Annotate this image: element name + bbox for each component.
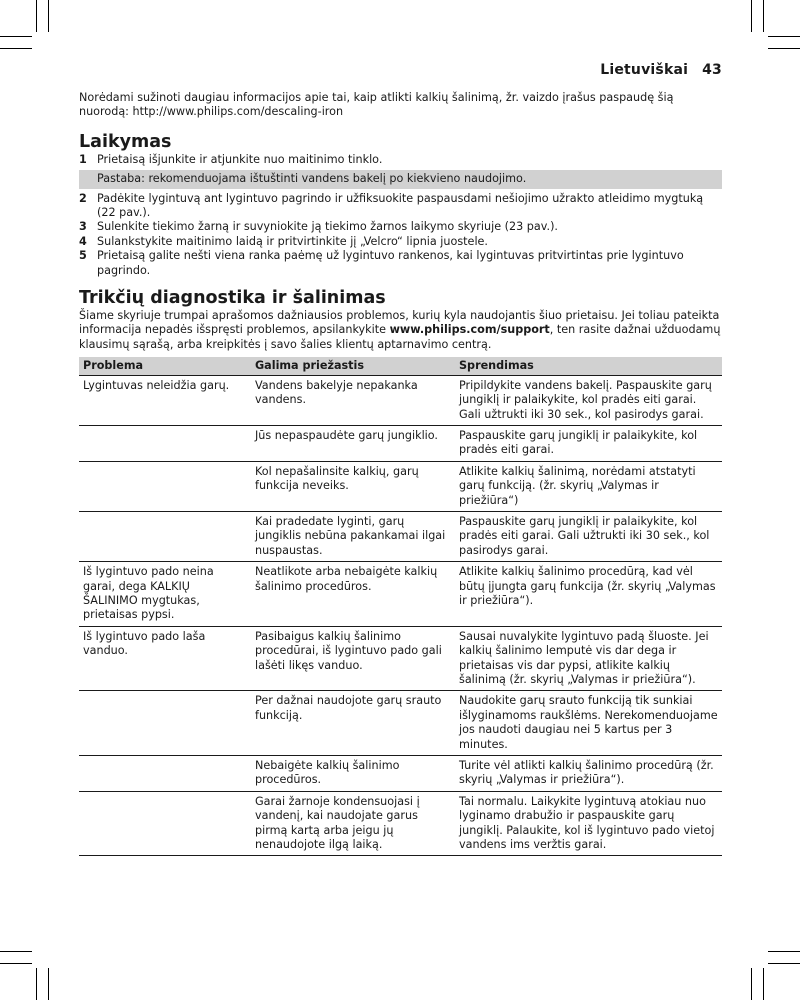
troubleshooting-table bbox=[79, 357, 722, 856]
cause-cell: Nebaigėte kalkių šalinimo procedūros. bbox=[251, 756, 455, 792]
step-text: Padėkite lygintuvą ant lygintuvo pagrindo ir užfiksuokite paspausdami nešiojimo užrakto atleidimo mygtuką (22 pav.). bbox=[97, 191, 704, 220]
solution-cell: Paspauskite garų jungiklį ir palaikykite, kol pradės eiti garai. bbox=[455, 425, 722, 461]
crop-mark bbox=[768, 48, 800, 49]
crop-mark bbox=[763, 968, 764, 1000]
step-number: 2 bbox=[79, 191, 87, 205]
troubleshooting-intro bbox=[79, 309, 722, 352]
table-row bbox=[79, 375, 722, 425]
column-header-solution: Sprendimas bbox=[455, 357, 722, 375]
crop-mark bbox=[768, 951, 800, 952]
storage-step bbox=[79, 249, 722, 278]
storage-step bbox=[79, 220, 722, 234]
crop-mark bbox=[768, 963, 800, 964]
descaling-intro: Norėdami sužinoti daugiau informacijos apie tai, kaip atlikti kalkių šalinimą, žr. vaizdo įrašus paspaudę šią nuorodą: http://www.philips.com/descaling-iron bbox=[79, 91, 674, 119]
solution-cell: Sausai nuvalykite lygintuvo padą šluoste. Jei kalkių šalinimo lemputė vis dar dega ir prietaisas vis dar pypsi, atlikite kalkių šalinimą (žr. skyrių „Valymas ir priežiūra“). bbox=[455, 626, 722, 691]
table-row bbox=[79, 425, 722, 461]
cause-cell: Garai žarnoje kondensuojasi į vandenį, kai naudojate garus pirmą kartą arba jeigu jų nenaudojote ilgą laiką. bbox=[251, 791, 455, 856]
step-text: Sulankstykite maitinimo laidą ir pritvirtinkite jį „Velcro“ lipnia juostele. bbox=[97, 234, 488, 248]
column-header-problem: Problema bbox=[79, 357, 251, 375]
crop-mark bbox=[0, 48, 32, 49]
solution-cell: Pripildykite vandens bakelį. Paspauskite garų jungiklį ir palaikykite, kol pradės eiti garai. Gali užtrukti iki 30 sek., kol pasirodys garai. bbox=[455, 375, 722, 425]
solution-cell: Naudokite garų srauto funkciją tik sunkiai išlyginamoms raukšlėms. Nerekomenduojame jos naudoti daugiau nei 5 kartus per 3 minutes. bbox=[455, 691, 722, 756]
solution-cell: Atlikite kalkių šalinimą, norėdami atstatyti garų funkciją. (žr. skyrių „Valymas ir priežiūra“) bbox=[455, 461, 722, 511]
solution-cell: Paspauskite garų jungiklį ir palaikykite, kol pradės eiti garai. Gali užtrukti iki 30 sek., kol pasirodys garai. bbox=[455, 511, 722, 561]
table-row bbox=[79, 626, 722, 691]
problem-cell: Lygintuvas neleidžia garų. bbox=[79, 375, 251, 425]
crop-mark bbox=[0, 36, 32, 37]
cause-cell: Neatlikote arba nebaigėte kalkių šalinimo procedūros. bbox=[251, 562, 455, 627]
crop-mark bbox=[763, 0, 764, 32]
cause-cell: Vandens bakelyje nepakanka vandens. bbox=[251, 375, 455, 425]
step-number: 1 bbox=[79, 152, 87, 166]
problem-cell bbox=[79, 511, 251, 561]
storage-note: Pastaba: rekomenduojama ištuštinti vandens bakelį po kiekvieno naudojimo. bbox=[79, 170, 722, 188]
storage-step bbox=[79, 235, 722, 249]
cause-cell: Kol nepašalinsite kalkių, garų funkcija neveiks. bbox=[251, 461, 455, 511]
table-row bbox=[79, 511, 722, 561]
crop-mark bbox=[751, 0, 752, 32]
crop-mark bbox=[768, 36, 800, 37]
problem-cell bbox=[79, 791, 251, 856]
crop-mark bbox=[48, 0, 49, 32]
page-number: 43 bbox=[702, 62, 722, 78]
storage-steps-continued bbox=[79, 192, 722, 278]
solution-cell: Turite vėl atlikti kalkių šalinimo procedūrą (žr. skyrių „Valymas ir priežiūra“). bbox=[455, 756, 722, 792]
problem-cell: Iš lygintuvo pado laša vanduo. bbox=[79, 626, 251, 691]
crop-mark bbox=[36, 968, 37, 1000]
column-header-cause: Galima priežastis bbox=[251, 357, 455, 375]
table-row bbox=[79, 562, 722, 627]
storage-step bbox=[79, 153, 722, 167]
troubleshooting-heading: Trikčių diagnostika ir šalinimas bbox=[79, 288, 386, 309]
crop-mark bbox=[751, 968, 752, 1000]
table-row bbox=[79, 691, 722, 756]
intro-text-end: , ten rasite dažnai užduodamų klausimų sąrašą, arba kreipkitės į savo šalies klientų aptarnavimo centrą. bbox=[79, 323, 721, 351]
cause-cell: Pasibaigus kalkių šalinimo procedūrai, iš lygintuvo pado gali lašėti likęs vanduo. bbox=[251, 626, 455, 691]
storage-heading: Laikymas bbox=[79, 131, 172, 152]
step-number: 3 bbox=[79, 220, 87, 234]
table-row bbox=[79, 756, 722, 792]
cause-cell: Jūs nepaspaudėte garų jungiklio. bbox=[251, 425, 455, 461]
crop-mark bbox=[0, 963, 32, 964]
problem-cell: Iš lygintuvo pado neina garai, dega KALKIŲ ŠALINIMO mygtukas, prietaisas pypsi. bbox=[79, 562, 251, 627]
page-header bbox=[600, 62, 722, 78]
storage-steps bbox=[79, 153, 722, 167]
language-label: Lietuviškai bbox=[600, 62, 689, 78]
step-text: Prietaisą galite nešti viena ranka paėmę už lygintuvo rankenos, kai lygintuvas pritvirtintas prie lygintuvo pagrindo. bbox=[97, 249, 684, 277]
storage-step bbox=[79, 192, 722, 221]
crop-mark bbox=[36, 0, 37, 32]
intro-text: Šiame skyriuje trumpai aprašomos dažniausios problemos, kurių kyla naudojantis šiuo prietaisu. Jei toliau pateikta informacija nepadės išspręsti problemos, apsilankykite bbox=[79, 309, 720, 337]
table-row bbox=[79, 791, 722, 856]
step-number: 4 bbox=[79, 234, 87, 248]
problem-cell bbox=[79, 756, 251, 792]
page-content bbox=[79, 91, 722, 856]
table-header-row bbox=[79, 357, 722, 375]
cause-cell: Kai pradedate lyginti, garų jungiklis nebūna pakankamai ilgai nuspaustas. bbox=[251, 511, 455, 561]
crop-mark bbox=[0, 951, 32, 952]
cause-cell: Per dažnai naudojote garų srauto funkciją. bbox=[251, 691, 455, 756]
support-link[interactable]: www.philips.com/support bbox=[389, 323, 550, 337]
problem-cell bbox=[79, 425, 251, 461]
problem-cell bbox=[79, 691, 251, 756]
step-text: Prietaisą išjunkite ir atjunkite nuo maitinimo tinklo. bbox=[97, 152, 383, 166]
problem-cell bbox=[79, 461, 251, 511]
step-text: Sulenkite tiekimo žarną ir suvyniokite ją tiekimo žarnos laikymo skyriuje (23 pav.). bbox=[97, 220, 558, 234]
step-number: 5 bbox=[79, 249, 87, 263]
solution-cell: Tai normalu. Laikykite lygintuvą atokiau nuo lyginamo drabužio ir paspauskite garų jungiklį. Palaukite, kol iš lygintuvo pado vietoj vandens ims veržtis garai. bbox=[455, 791, 722, 856]
solution-cell: Atlikite kalkių šalinimo procedūrą, kad vėl būtų įjungta garų funkcija (žr. skyrių „Valymas ir priežiūra“). bbox=[455, 562, 722, 627]
crop-mark bbox=[48, 968, 49, 1000]
table-row bbox=[79, 461, 722, 511]
